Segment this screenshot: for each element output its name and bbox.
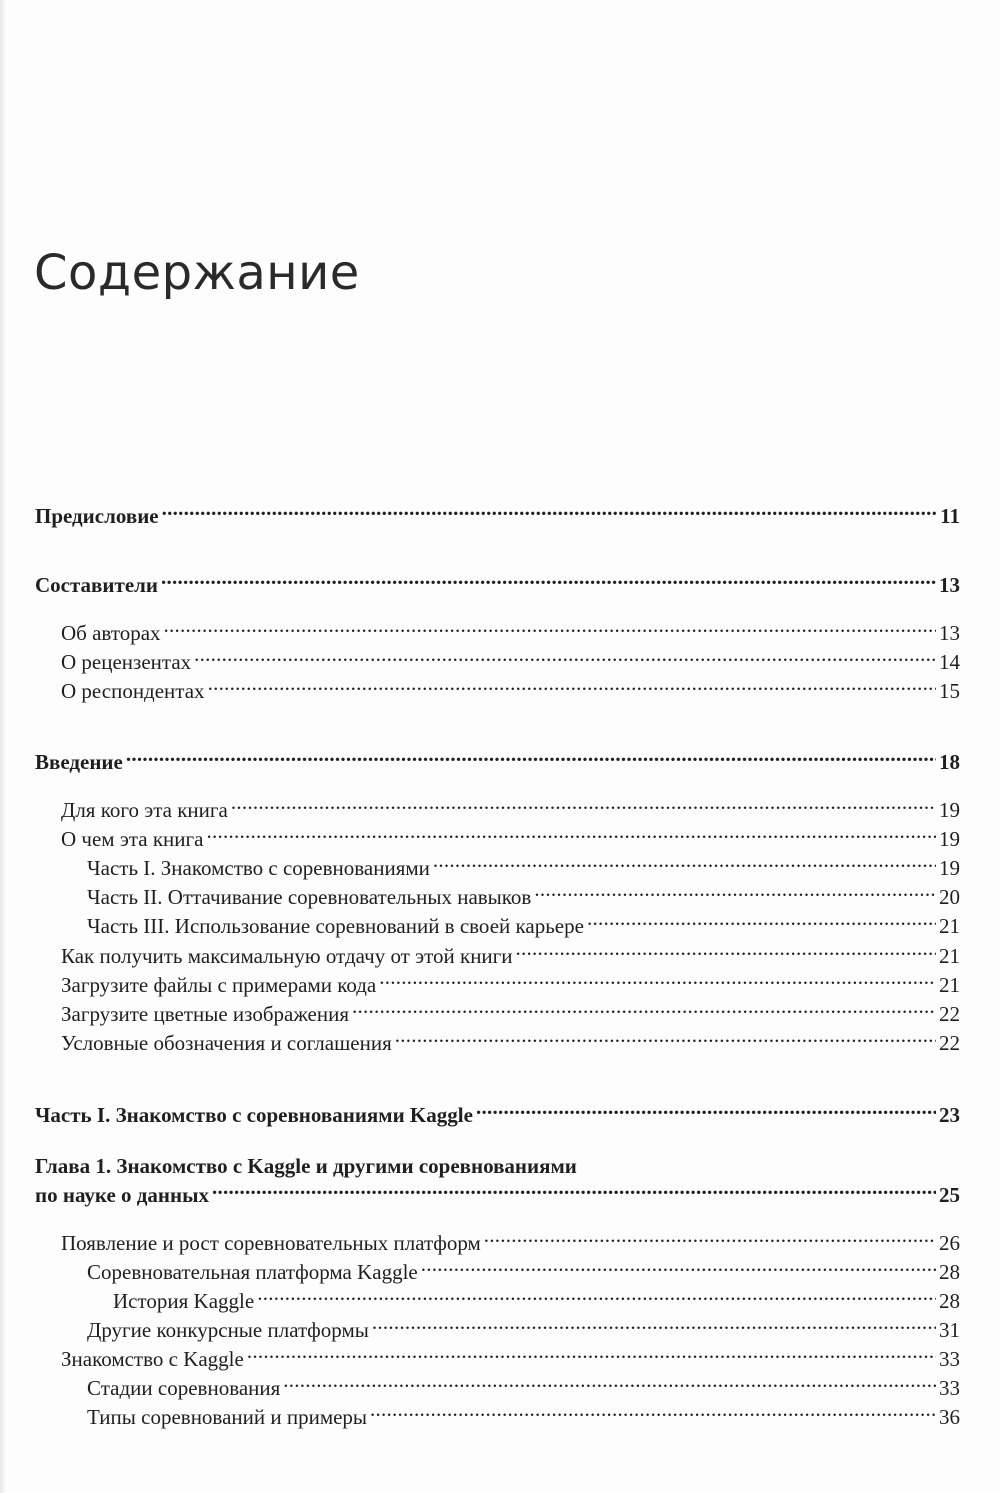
toc-leader-dots [247, 1345, 936, 1366]
toc-entry[interactable] [35, 1181, 960, 1210]
toc-entry-page: 18 [939, 750, 960, 774]
toc-entry[interactable] [113, 1287, 960, 1316]
toc-leader-dots [587, 912, 936, 933]
toc-entry[interactable] [35, 571, 960, 600]
toc-leader-dots [534, 883, 936, 904]
toc-entry[interactable] [35, 748, 960, 777]
toc-entry[interactable] [87, 1403, 960, 1432]
toc-entry-page: 21 [939, 973, 960, 997]
toc-entry[interactable] [87, 854, 960, 883]
toc-entry-label: Об авторах [61, 621, 161, 645]
toc-entry-label: Загрузите файлы с примерами кода [61, 973, 377, 997]
toc-leader-dots [194, 648, 936, 669]
toc-entry-label: Часть II. Оттачивание соревновательных навыков [87, 885, 532, 909]
toc-entry-label: Часть III. Использование соревнований в своей карьере [87, 914, 584, 938]
toc-entry[interactable] [61, 677, 960, 706]
toc-leader-dots [164, 619, 936, 640]
toc-entry-label: Введение [35, 750, 123, 774]
toc-entry-page: 15 [939, 679, 960, 703]
toc-entry-page: 25 [939, 1183, 960, 1207]
toc-entry-label: Предисловие [35, 504, 159, 528]
toc-leader-dots [421, 1258, 936, 1279]
toc-entry-label: по науке о данных [35, 1183, 209, 1207]
toc-entry-page: 28 [939, 1289, 960, 1313]
toc-leader-dots [208, 677, 936, 698]
toc-entry[interactable] [87, 1258, 960, 1287]
toc-entry-page: 21 [939, 914, 960, 938]
toc-entry-label: Часть I. Знакомство с соревнованиями Kaggle [35, 1103, 473, 1127]
toc-leader-dots [433, 854, 936, 875]
toc-chapter-title-line1[interactable]: Глава 1. Знакомство с Kaggle и другими соревнованиями [35, 1154, 577, 1178]
toc-entry-page: 36 [939, 1405, 960, 1429]
toc-entry-label: Соревновательная платформа Kaggle [87, 1260, 418, 1284]
toc-entry[interactable] [61, 1029, 960, 1058]
toc-entry-page: 13 [939, 573, 960, 597]
toc-leader-dots [352, 1000, 936, 1021]
toc-entry-label: Условные обозначения и соглашения [61, 1031, 392, 1055]
toc-leader-dots [283, 1374, 936, 1395]
toc-entry[interactable] [61, 796, 960, 825]
toc-entry-page: 20 [939, 885, 960, 909]
toc-entry-label: О чем эта книга [61, 827, 204, 851]
toc-entry-page: 21 [939, 944, 960, 968]
toc-entry-page: 19 [939, 798, 960, 822]
toc-entry[interactable] [87, 1316, 960, 1345]
toc-leader-dots [476, 1101, 936, 1122]
toc-entry[interactable] [61, 971, 960, 1000]
toc-entry-page: 23 [939, 1103, 960, 1127]
toc-entry-label: Загрузите цветные изображения [61, 1002, 350, 1026]
toc-entry-page: 22 [939, 1031, 960, 1055]
toc-entry-page: 11 [940, 504, 960, 528]
toc-entry-page: 33 [939, 1347, 960, 1371]
toc-entry[interactable] [61, 1000, 960, 1029]
toc-entry-page: 19 [939, 827, 960, 851]
toc-entry[interactable] [35, 1101, 960, 1130]
toc-entry[interactable] [61, 1345, 960, 1374]
toc-entry-page: 19 [939, 856, 960, 880]
toc-entry-label: Другие конкурсные платформы [87, 1318, 369, 1342]
toc-entry-page: 14 [939, 650, 960, 674]
toc-leader-dots [126, 748, 936, 769]
toc-entry[interactable] [87, 1374, 960, 1403]
toc-entry[interactable] [35, 502, 960, 531]
toc-leader-dots [395, 1029, 936, 1050]
toc-entry-page: 26 [939, 1231, 960, 1255]
toc-entry-label: Составители [35, 573, 159, 597]
toc-leader-dots [516, 942, 936, 963]
page-title: Содержание [34, 245, 360, 301]
toc-entry-label: О респондентах [61, 679, 205, 703]
toc-leader-dots [484, 1229, 936, 1250]
toc-entry-page: 33 [939, 1376, 960, 1400]
toc-entry[interactable] [87, 883, 960, 912]
page-spine-shadow [0, 0, 6, 1493]
toc-entry-label: Стадии соревнования [87, 1376, 281, 1400]
toc-entry[interactable] [61, 648, 960, 677]
toc-leader-dots [379, 971, 936, 992]
toc-entry-label: Часть I. Знакомство с соревнованиями [87, 856, 430, 880]
toc-entry[interactable] [61, 942, 960, 971]
toc-entry[interactable] [61, 619, 960, 648]
toc-entry-label: История Kaggle [113, 1289, 255, 1313]
toc-entry-label: Для кого эта книга [61, 798, 228, 822]
toc-entry-page: 28 [939, 1260, 960, 1284]
toc-leader-dots [231, 796, 936, 817]
toc-leader-dots [161, 571, 936, 592]
toc-leader-dots [257, 1287, 936, 1308]
toc-leader-dots [162, 502, 938, 523]
toc-entry-page: 22 [939, 1002, 960, 1026]
toc-entry-label: Типы соревнований и примеры [87, 1405, 368, 1429]
toc-entry-page: 13 [939, 621, 960, 645]
toc-entry[interactable] [61, 825, 960, 854]
toc-entry-label: Как получить максимальную отдачу от этой книги [61, 944, 513, 968]
toc-leader-dots [212, 1181, 936, 1202]
toc-leader-dots [206, 825, 936, 846]
toc-entry-label: Появление и рост соревновательных платформ [61, 1231, 481, 1255]
toc-entry-label: О рецензентах [61, 650, 192, 674]
toc-entry-page: 31 [939, 1318, 960, 1342]
toc-leader-dots [372, 1316, 936, 1337]
toc-entry[interactable] [61, 1229, 960, 1258]
toc-entry[interactable] [87, 912, 960, 941]
toc-entry-label: Знакомство с Kaggle [61, 1347, 244, 1371]
toc-leader-dots [370, 1403, 936, 1424]
